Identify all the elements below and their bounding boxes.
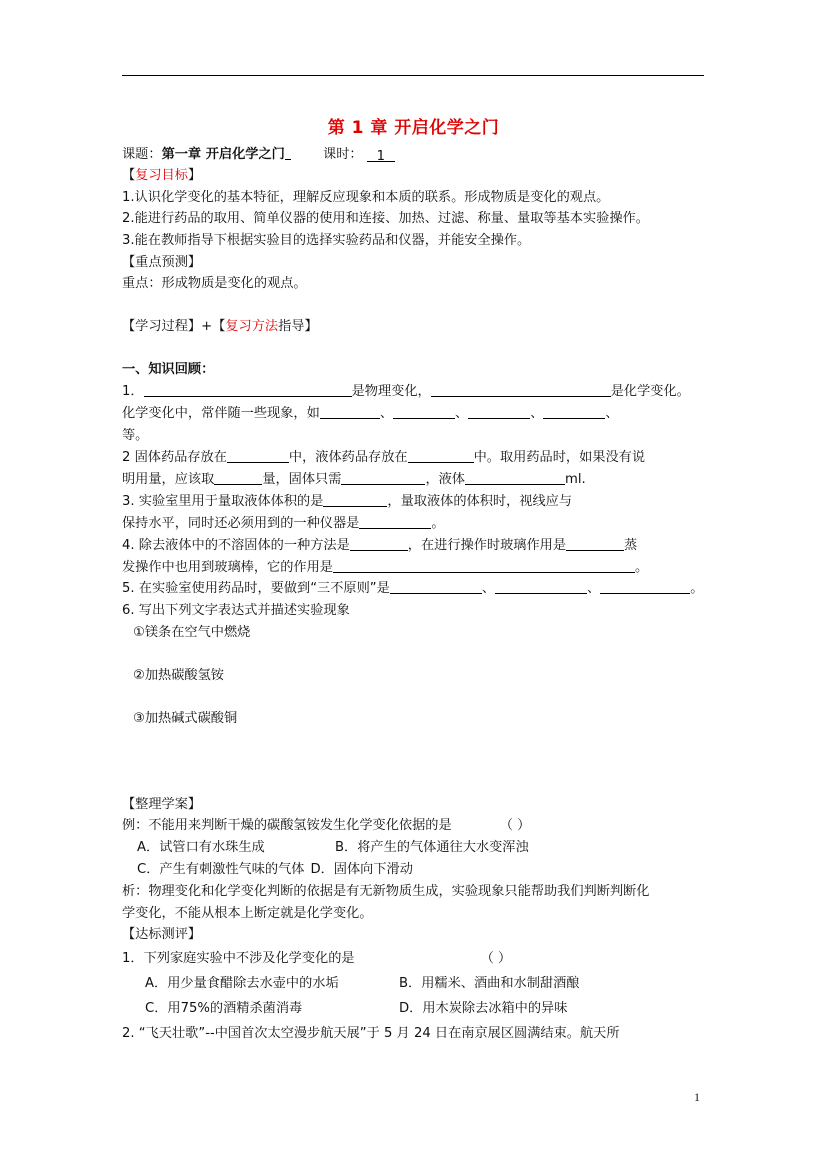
answer-blank[interactable] [333,560,635,573]
q5-line: 5. 在实验室使用药品时，要做到“三不原则”是 、 、 。 [122,581,704,596]
q3-line1: 3. 实验室里用于量取液体体积的是 ，量取液体的体积时，视线应与 [122,494,573,509]
review-goals-title: 复习目标 [135,168,188,183]
knowledge-heading: 一、知识回顾： [122,362,215,377]
answer-blank[interactable] [543,406,605,419]
review-goal-3: 3.能在教师指导下根据实验目的选择实验药品和仪器，并能安全操作。 [122,233,531,248]
q1-line1: 1． 是物理变化， 是化学变化。 [122,384,690,399]
answer-blank[interactable] [495,581,587,594]
answer-blank[interactable] [214,472,262,485]
q6-item-3: ③加热碱式碳酸铜 [133,711,238,726]
answer-blank[interactable] [408,450,474,463]
arrange-heading: 【整理学案】 [122,797,202,812]
key-points-heading: 【重点预测】 [122,255,202,270]
hours-label: 课时： [323,147,363,162]
q6-line: 6. 写出下列文字表达式并描述实验现象 [122,603,350,618]
review-goal-2: 2.能进行药品的取用、简单仪器的使用和连接、加热、过滤、称量、量取等基本实验操作。 [122,211,649,226]
answer-blank[interactable] [390,581,482,594]
answer-blank[interactable] [393,406,455,419]
analysis-line2: 学变化，不能从根本上断定就是化学变化。 [122,906,373,921]
answer-blank[interactable] [227,450,289,463]
q4-line1: 4. 除去液体中的不溶固体的一种方法是 ，在进行操作时玻璃作用是 蒸 [122,538,638,553]
topic-value: 第一章 开启化学之门 [161,147,285,162]
test-q2: 2. “飞天壮歌”--中国首次太空漫步航天展”于 5 月 24 日在南京展区圆满结束。航天所 [122,1026,620,1041]
header-rule [122,75,704,76]
q6-item-1: ①镁条在空气中燃烧 [133,625,251,640]
q4-line2: 发操作中也用到玻璃棒，它的作用是 。 [122,560,649,575]
answer-blank[interactable] [350,538,408,551]
q1-line2: 化学变化中，常伴随一些现象，如 、 、 、 、 [122,406,619,421]
page-title: 第 1 章 开启化学之门 [327,118,500,138]
q1-line3: 等。 [122,428,149,443]
key-points-text: 重点：形成物质是变化的观点。 [122,276,307,291]
answer-blank[interactable] [431,384,611,397]
review-goal-1: 1.认识化学变化的基本特征，理解反应现象和本质的联系。形成物质是变化的观点。 [122,190,610,205]
answer-blank[interactable] [323,494,387,507]
answer-blank[interactable] [144,384,352,397]
q2-line2: 明用量，应该取 量，固体只需 ，液体 ml. [122,472,586,487]
answer-blank[interactable] [341,472,425,485]
test-heading: 【达标测评】 [122,927,202,942]
q6-item-2: ②加热碳酸氢铵 [133,668,224,683]
answer-blank[interactable] [468,406,530,419]
answer-blank[interactable] [359,516,431,529]
q3-line2: 保持水平，同时还必须用到的一种仪器是 。 [122,516,445,531]
arrange-example: 例：不能用来判断干燥的碳酸氢铵发生化学变化依据的是 （ ） [122,818,531,833]
answer-blank[interactable] [566,538,624,551]
answer-blank[interactable] [320,406,380,419]
q2-line1: 2 固体药品存放在 中，液体药品存放在 中。取用药品时，如果没有说 [122,450,646,465]
process-heading: 【学习过程】+【复习方法指导】 [122,319,318,334]
review-goals-heading: 【复习目标】 [122,168,202,183]
answer-blank[interactable] [465,472,565,485]
hours-value: 1 [367,149,395,162]
answer-blank[interactable] [600,581,690,594]
test-q1: 1．下列家庭实验中不涉及化学变化的是 （ ） [122,951,512,966]
analysis-line1: 析：物理变化和化学变化判断的依据是有无新物质生成，实验现象只能帮助我们判断判断化 [122,884,650,899]
test-q1-options-cd: C．用75%的酒精杀菌消毒 D．用木炭除去冰箱中的异味 [145,1001,568,1016]
topic-label: 课题： [122,147,162,162]
test-q1-options-ab: A．用少量食醋除去水壶中的水垢 B．用糯米、酒曲和水制甜酒酿 [145,976,580,991]
page-number: 1 [694,1090,700,1104]
topic-line [122,147,395,163]
arrange-options-cd: C．产生有刺激性气味的气体 D．固体向下滑动 [137,862,413,877]
arrange-options-ab: A．试管口有水珠生成 B．将产生的气体通往大水变浑浊 [137,840,529,855]
